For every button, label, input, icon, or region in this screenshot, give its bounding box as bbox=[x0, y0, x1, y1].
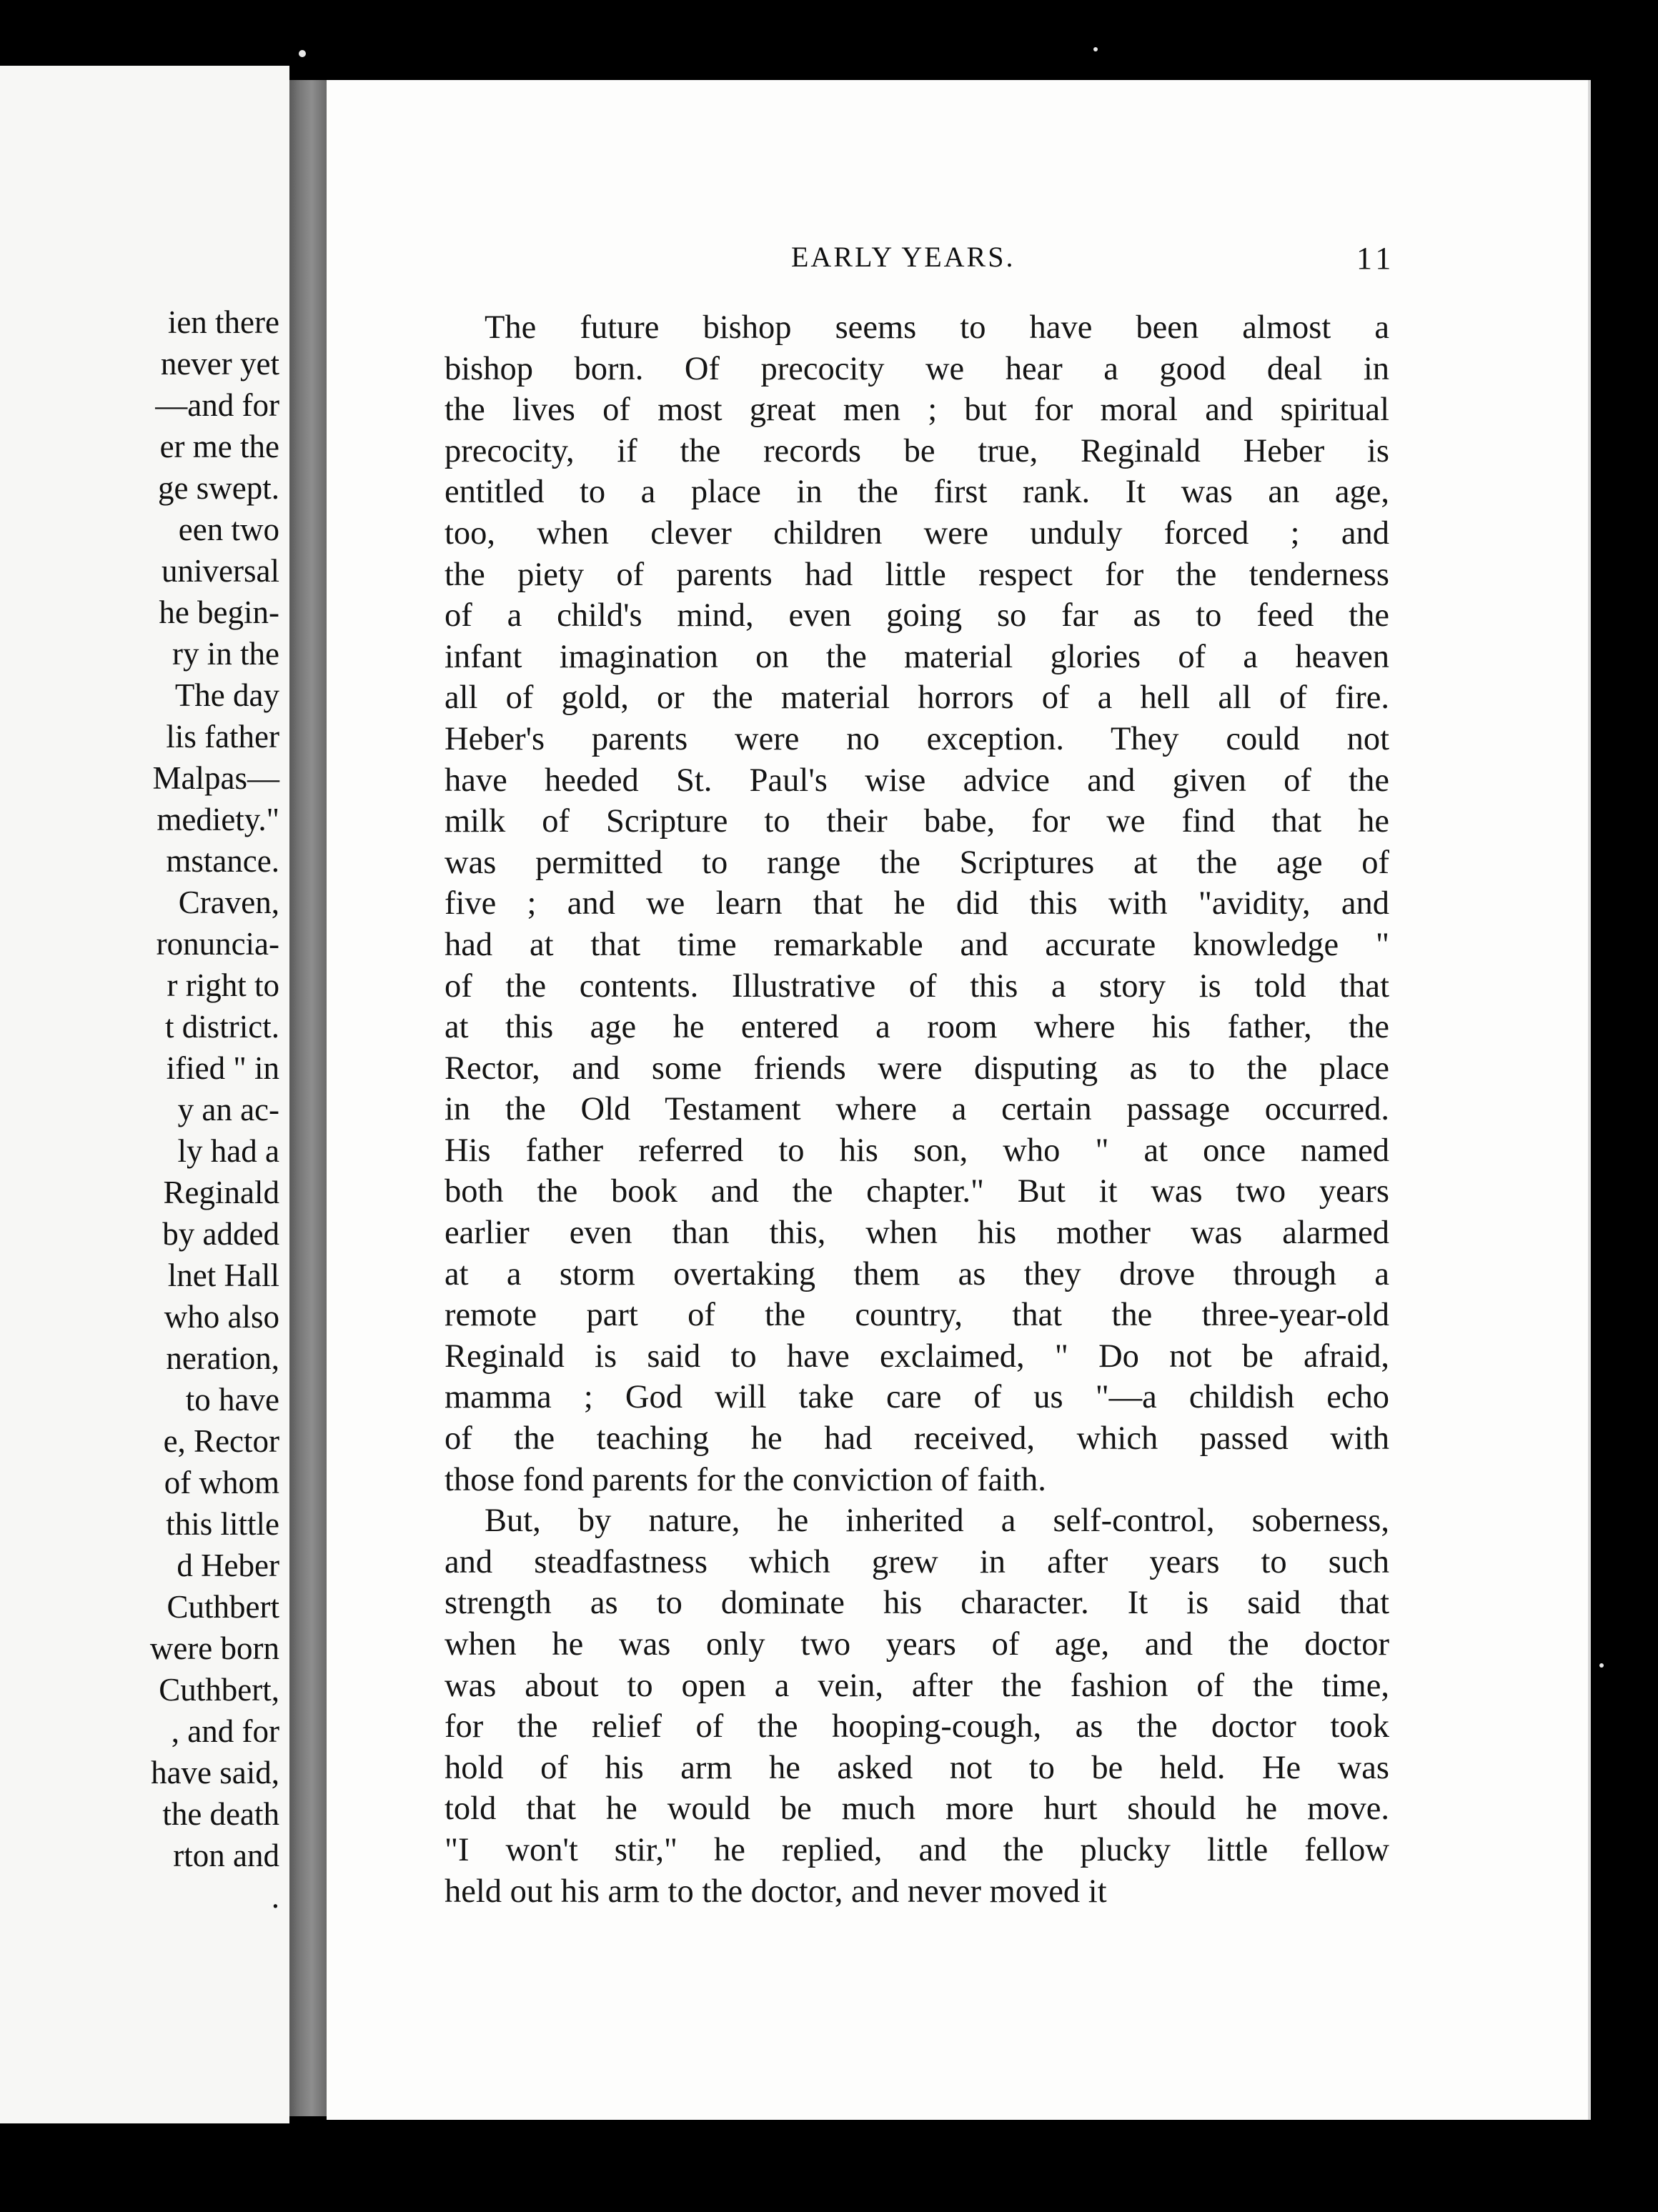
text-line: strength as to dominate his character. It is said that bbox=[445, 1585, 1389, 1622]
text-line: infant imagination on the material glories of a heaven bbox=[445, 638, 1389, 675]
left-page-line: by added bbox=[162, 1216, 279, 1252]
left-page-line: universal bbox=[162, 553, 279, 589]
text-line: was permitted to range the Scriptures at the age of bbox=[445, 844, 1389, 881]
left-page-line: —and for bbox=[155, 387, 279, 423]
page-number: 11 bbox=[1356, 241, 1396, 276]
left-page-line: een two bbox=[178, 512, 279, 547]
text-line: have heeded St. Paul's wise advice and given of the bbox=[445, 762, 1389, 799]
left-page-line: mediety." bbox=[157, 802, 279, 837]
left-page-line: ien there bbox=[167, 304, 279, 340]
book-gutter-shadow bbox=[289, 80, 327, 2116]
left-page-line: e, Rector bbox=[163, 1423, 279, 1459]
left-page-line: Cuthbert, bbox=[159, 1672, 279, 1708]
text-line: the lives of most great men ; but for moral and spiritual bbox=[445, 392, 1389, 429]
text-line: precocity, if the records be true, Reginald Heber is bbox=[445, 432, 1389, 469]
left-page-line: Craven, bbox=[178, 885, 279, 920]
page-body-text bbox=[445, 307, 1389, 1912]
left-page-line: rton and bbox=[173, 1838, 279, 1873]
left-page-line: to have bbox=[185, 1382, 279, 1418]
running-head: EARLY YEARS. bbox=[791, 241, 1016, 273]
left-page-line: . bbox=[271, 1879, 279, 1915]
left-page-line: , and for bbox=[171, 1713, 279, 1749]
left-page-line: the death bbox=[162, 1796, 279, 1832]
text-line: was about to open a vein, after the fashion of the time, bbox=[445, 1667, 1389, 1704]
text-line: entitled to a place in the first rank. It was an age, bbox=[445, 474, 1389, 511]
text-line: mamma ; God will take care of us "—a childish echo bbox=[445, 1379, 1389, 1416]
text-line: remote part of the country, that the three-year-old bbox=[445, 1297, 1389, 1334]
left-page-line: r right to bbox=[167, 967, 279, 1003]
text-line: Rector, and some friends were disputing as to the place bbox=[445, 1050, 1389, 1087]
text-line: had at that time remarkable and accurate knowledge " bbox=[445, 926, 1389, 963]
text-line: The future bishop seems to have been almost a bbox=[485, 309, 1389, 346]
left-page-line: of whom bbox=[164, 1465, 279, 1500]
text-line: too, when clever children were unduly forced ; and bbox=[445, 514, 1389, 552]
text-line: His father referred to his son, who " at once named bbox=[445, 1132, 1389, 1169]
scan-speck bbox=[1599, 1663, 1604, 1668]
text-line: hold of his arm he asked not to be held. He was bbox=[445, 1749, 1389, 1786]
left-page-line: lnet Hall bbox=[167, 1257, 279, 1293]
text-line: at this age he entered a room where his father, the bbox=[445, 1009, 1389, 1046]
text-line: Heber's parents were no exception. They could not bbox=[445, 720, 1389, 757]
left-page-line: d Heber bbox=[177, 1548, 279, 1583]
left-page-line: ge swept. bbox=[158, 470, 279, 506]
text-line: for the relief of the hooping-cough, as the doctor took bbox=[445, 1708, 1389, 1745]
left-page-line: The day bbox=[174, 677, 279, 713]
text-line: both the book and the chapter." But it was two years bbox=[445, 1173, 1389, 1210]
left-page-line: never yet bbox=[160, 346, 279, 382]
left-facing-page bbox=[0, 66, 289, 2123]
paragraph-1 bbox=[445, 307, 1389, 1500]
text-line: told that he would be much more hurt should he move. bbox=[445, 1790, 1389, 1828]
left-page-line: ry in the bbox=[172, 636, 279, 672]
left-page-line: Reginald bbox=[163, 1175, 279, 1210]
text-line: at a storm overtaking them as they drove through a bbox=[445, 1255, 1389, 1292]
text-line: of the contents. Illustrative of this a story is told that bbox=[445, 967, 1389, 1005]
left-page-line: ronuncia- bbox=[156, 926, 279, 962]
text-line: held out his arm to the doctor, and never moved it bbox=[445, 1873, 1107, 1910]
text-line: five ; and we learn that he did this with "avidity, and bbox=[445, 885, 1389, 922]
text-line: bishop born. Of precocity we hear a good deal in bbox=[445, 350, 1389, 387]
text-line: earlier even than this, when his mother was alarmed bbox=[445, 1215, 1389, 1252]
text-line: of the teaching he had received, which passed with bbox=[445, 1420, 1389, 1458]
text-line: of a child's mind, even going so far as to feed the bbox=[445, 597, 1389, 634]
text-line: and steadfastness which grew in after years to such bbox=[445, 1543, 1389, 1580]
text-line: milk of Scripture to their babe, for we find that he bbox=[445, 803, 1389, 840]
left-page-line: neration, bbox=[166, 1340, 279, 1376]
text-line: But, by nature, he inherited a self-control, soberness, bbox=[485, 1503, 1389, 1540]
left-page-line: were born bbox=[149, 1630, 279, 1666]
text-line: in the Old Testament where a certain passage occurred. bbox=[445, 1091, 1389, 1128]
left-page-line: ified " in bbox=[166, 1050, 279, 1086]
left-page-line: this little bbox=[166, 1506, 279, 1542]
left-page-line: who also bbox=[164, 1299, 279, 1335]
text-line: the piety of parents had little respect for the tenderness bbox=[445, 556, 1389, 593]
text-line: "I won't stir," he replied, and the plucky little fellow bbox=[445, 1831, 1389, 1868]
left-page-line: y an ac- bbox=[177, 1092, 279, 1127]
left-page-line: Cuthbert bbox=[167, 1589, 279, 1625]
left-page-line: he begin- bbox=[159, 594, 279, 630]
left-page-line: have said, bbox=[151, 1755, 279, 1790]
left-page-line: mstance. bbox=[166, 843, 279, 879]
text-line: those fond parents for the conviction of faith. bbox=[445, 1461, 1046, 1498]
text-line: Reginald is said to have exclaimed, " Do not be afraid, bbox=[445, 1337, 1389, 1375]
text-line: when he was only two years of age, and the doctor bbox=[445, 1626, 1389, 1663]
left-page-text-fragment bbox=[0, 302, 279, 1918]
left-page-line: ly had a bbox=[177, 1133, 279, 1169]
left-page-line: t district. bbox=[165, 1009, 279, 1045]
scan-speck bbox=[1093, 47, 1098, 51]
left-page-line: Malpas— bbox=[152, 760, 279, 796]
left-page-line: lis father bbox=[166, 719, 279, 754]
paragraph-2 bbox=[445, 1500, 1389, 1912]
scan-speck bbox=[299, 50, 306, 57]
text-line: all of gold, or the material horrors of a hell all of fire. bbox=[445, 679, 1389, 717]
left-page-line: er me the bbox=[159, 429, 279, 464]
